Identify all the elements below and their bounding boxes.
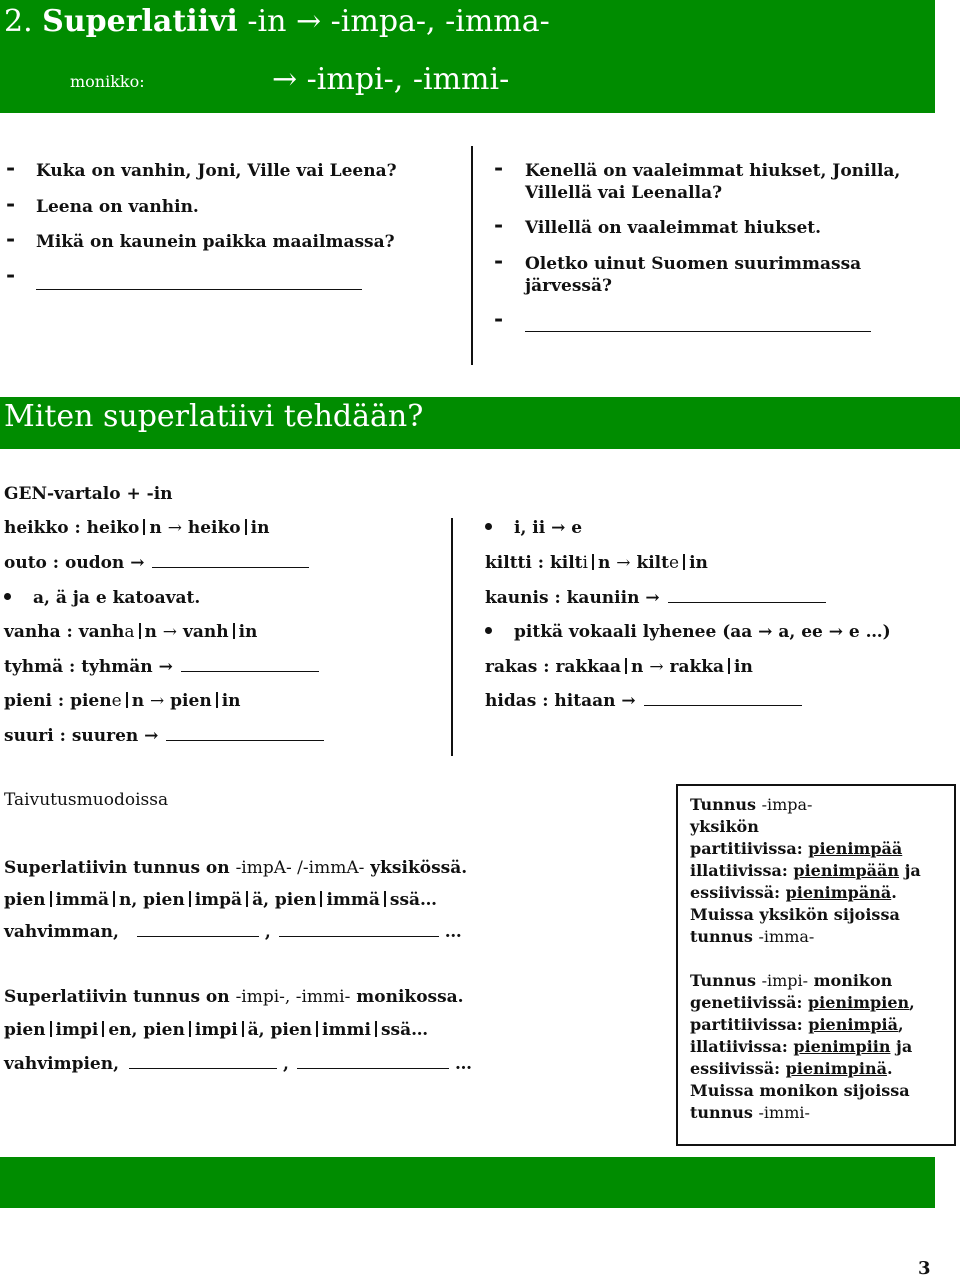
section-banner bbox=[0, 397, 960, 449]
example-kaunis: kaunis : kauniin → bbox=[485, 588, 826, 608]
example-vanha: vanha : vanha n → vanh in bbox=[4, 622, 258, 642]
singular-rule: Superlatiivin tunnus on -impA- /-immA- yksikössä. bbox=[4, 858, 468, 878]
answer-blank[interactable] bbox=[644, 691, 802, 706]
answer-blank[interactable] bbox=[137, 922, 259, 937]
example-kiltti: kiltti : kilti n → kilte in bbox=[485, 553, 708, 573]
title-rule: -in → -impa-, -imma- bbox=[247, 4, 550, 39]
plural-exercise: vahvimpien, , … bbox=[4, 1054, 472, 1074]
plural-note: Tunnus -impi- monikon genetiivissä: pienimpien, partitiivissa: pienimpiä, illatiivissa: pienimpiin ja essiivissä: pienimpinä. Muissa monikon sijoissa tunnus -immi- bbox=[690, 971, 915, 1122]
plural-rule: → -impi-, -immi- bbox=[272, 62, 510, 97]
bullet-vowels: a, ä ja e katoavat. bbox=[4, 588, 200, 608]
gen-rule: GEN-vartalo + -in bbox=[4, 484, 173, 504]
answer-blank[interactable] bbox=[129, 1054, 277, 1069]
answer-blank[interactable] bbox=[152, 553, 309, 568]
bullet-i: i, ii → e bbox=[485, 518, 582, 538]
bullet-icon bbox=[485, 627, 492, 634]
column-divider-top bbox=[471, 146, 473, 365]
plural-rule: Superlatiivin tunnus on -impi-, -immi- monikossa. bbox=[4, 987, 464, 1007]
answer-blank[interactable] bbox=[525, 317, 871, 332]
info-box bbox=[676, 784, 956, 1146]
example-heikko: heikko : heiko n → heiko in bbox=[4, 518, 270, 538]
answer-blank[interactable] bbox=[181, 657, 319, 672]
example-line-1: Kuka on vanhin, Joni, Ville vai Leena? bbox=[36, 161, 397, 181]
answer-blank[interactable] bbox=[297, 1054, 449, 1069]
bullet-long-vowel: pitkä vokaali lyhenee (aa → a, ee → e …) bbox=[485, 622, 891, 642]
page-number: 3 bbox=[918, 1258, 931, 1279]
example-outo: outo : oudon → bbox=[4, 553, 309, 573]
bullet-icon bbox=[4, 593, 11, 600]
answer-blank[interactable] bbox=[668, 588, 826, 603]
singular-note: Tunnus -impa- yksikön partitiivissa: pienimpää illatiivissa: pienimpään ja essiivissä: pienimpänä. Muissa yksikön sijoissa tunnus -imma- bbox=[690, 795, 921, 946]
example-line-3: Mikä on kaunein paikka maailmassa? bbox=[36, 232, 395, 252]
singular-exercise: vahvimman, , … bbox=[4, 922, 462, 942]
title-bold: Superlatiivi bbox=[42, 4, 238, 39]
example-line-2: Leena on vanhin. bbox=[36, 197, 199, 217]
answer-blank[interactable] bbox=[166, 726, 324, 741]
answer-blank[interactable] bbox=[36, 275, 362, 290]
example-hidas: hidas : hitaan → bbox=[485, 691, 802, 711]
plural-example: pien impi en, pien impi ä, pien immi ssä… bbox=[4, 1020, 429, 1040]
inflection-heading: Taivutusmuodoissa bbox=[4, 790, 169, 810]
plural-label: monikko: bbox=[70, 72, 145, 91]
column-divider-middle bbox=[451, 518, 453, 756]
answer-blank[interactable] bbox=[279, 922, 439, 937]
title-banner bbox=[0, 0, 935, 113]
example-tyhma: tyhmä : tyhmän → bbox=[4, 657, 319, 677]
title-line: 2. Superlatiivi -in → -impa-, -imma- bbox=[4, 4, 550, 39]
example-pieni: pieni : piene n → pien in bbox=[4, 691, 241, 711]
section-heading: Miten superlatiivi tehdään? bbox=[4, 399, 424, 434]
footer-banner bbox=[0, 1157, 935, 1208]
example-rakas: rakas : rakkaa n → rakka in bbox=[485, 657, 753, 677]
singular-example: pien immä n, pien impä ä, pien immä ssä… bbox=[4, 890, 438, 910]
example-suuri: suuri : suuren → bbox=[4, 726, 324, 746]
bullet-icon bbox=[485, 523, 492, 530]
